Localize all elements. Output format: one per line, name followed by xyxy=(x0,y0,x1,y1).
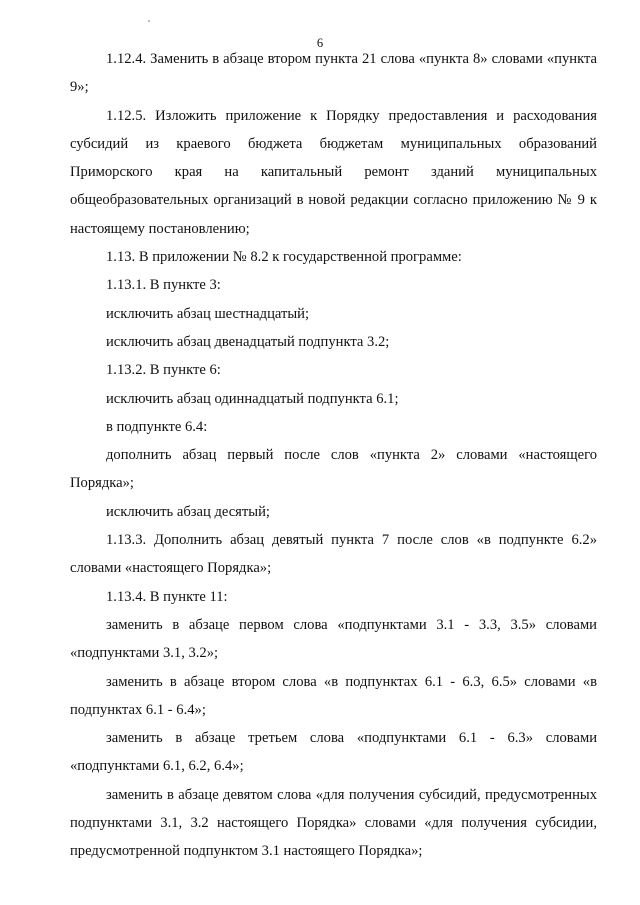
paragraph-exclude-twelfth: исключить абзац двенадцатый подпункта 3.2; xyxy=(106,333,390,350)
paragraph-1-13-1: 1.13.1. В пункте 3: xyxy=(106,277,221,294)
paragraph-replace-ninth: заменить в абзаце девятом слова «для получения субсидий, предусмотренных подпунктами 3.1, 3.2 настоящего Порядка» словами «для получения субсидии, предусмотренной подпунктом 3.1 настоящего Порядка»; xyxy=(70,786,597,860)
paragraph-1-12-4: 1.12.4. Заменить в абзаце втором пункта 21 слова «пункта 8» словами «пункта 9»; xyxy=(70,51,597,96)
paragraph-1-12-5: 1.12.5. Изложить приложение к Порядку предоставления и расходования субсидий из краевого бюджета бюджетам муниципальных образований Приморского края на капитальный ремонт зданий муниципальных общеобразовательных организаций в новой редакции согласно приложению № 9 к настоящему постановлению; xyxy=(70,107,597,237)
paragraph-1-13-4: 1.13.4. В пункте 11: xyxy=(106,588,228,605)
paragraph-replace-second: заменить в абзаце втором слова «в подпунктах 6.1 - 6.3, 6.5» словами «в подпунктах 6.1 - 6.4»; xyxy=(70,673,597,718)
paragraph-1-13-2: 1.13.2. В пункте 6: xyxy=(106,362,221,379)
paragraph-1-13-3: 1.13.3. Дополнить абзац девятый пункта 7 после слов «в подпункте 6.2» словами «настоящего Порядка»; xyxy=(70,532,597,577)
paragraph-replace-first: заменить в абзаце первом слова «подпунктами 3.1 - 3.3, 3.5» словами «подпунктами 3.1, 3.2»; xyxy=(70,616,597,662)
paragraph-subpoint-6-4: в подпункте 6.4: xyxy=(106,418,208,435)
page-number: 6 xyxy=(316,36,324,50)
paragraph-supplement-first: дополнить абзац первый после слов «пункта 2» словами «настоящего Порядка»; xyxy=(70,447,597,492)
document-body xyxy=(70,45,597,866)
paragraph-exclude-tenth: исключить абзац десятый; xyxy=(106,503,270,520)
paragraph-exclude-sixteenth: исключить абзац шестнадцатый; xyxy=(106,305,310,322)
scan-mark xyxy=(148,20,150,22)
paragraph-exclude-eleventh: исключить абзац одиннадцатый подпункта 6.1; xyxy=(106,390,399,407)
paragraph-replace-third: заменить в абзаце третьем слова «подпунктами 6.1 - 6.3» словами «подпунктами 6.1, 6.2, 6.4»; xyxy=(70,730,597,775)
paragraph-1-13: 1.13. В приложении № 8.2 к государственной программе: xyxy=(106,249,462,266)
